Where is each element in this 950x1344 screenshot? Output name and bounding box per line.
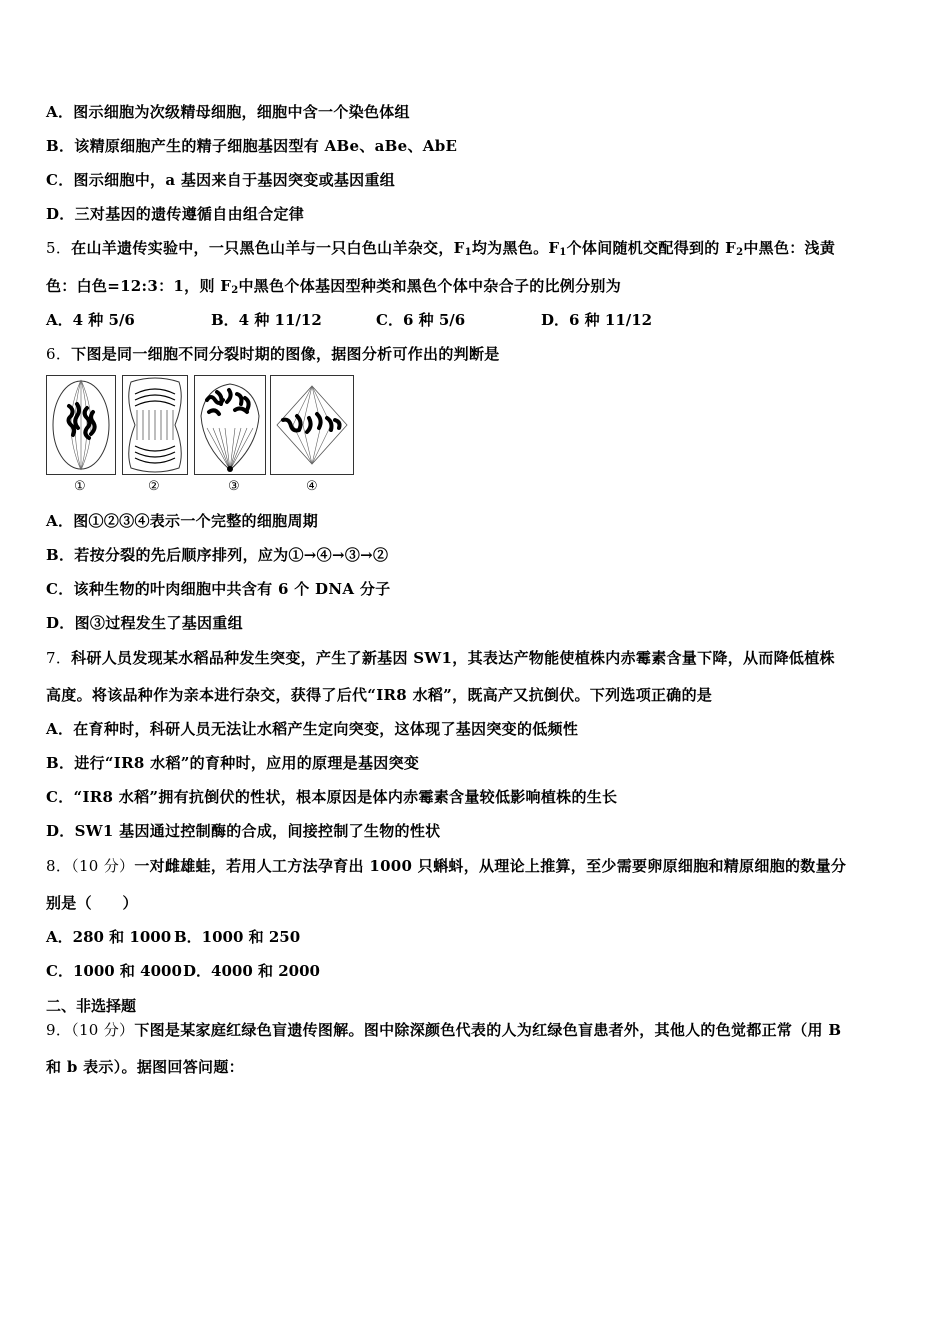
- q5-stem-line1: 5．在山羊遗传实验中，一只黑色山羊与一只白色山羊杂交，$F_1$均为黑色。$F_1$个体间随机交配得到的 $F_2$中黑色：浅黄: [46, 239, 836, 258]
- q4-option-c: C．图示细胞中，a 基因来自于基因突变或基因重组: [46, 171, 396, 189]
- q6-number: 6．: [46, 345, 72, 363]
- q5-stem-line2: 色：白色=12:3：1，则 $F_2$中黑色个体基因型种类和黑色个体中杂合子的比例分别为: [46, 277, 622, 296]
- figure-1-prophase: [46, 375, 116, 475]
- q5-number: 5．: [46, 239, 72, 257]
- figure-1-label: ①: [74, 479, 86, 494]
- q5-option-b: B．4 种 11/12: [211, 311, 322, 329]
- q9-stem-line2: 和 b 表示）。据图回答问题：: [46, 1058, 244, 1076]
- q6-option-c: C．该种生物的叶肉细胞中共含有 6 个 DNA 分子: [46, 580, 391, 598]
- q8-options-row1: [46, 927, 300, 947]
- q4-option-b: B．该精原细胞产生的精子细胞基因型有 ABe、aBe、AbE: [46, 137, 458, 155]
- q7-stem-line1: 7．科研人员发现某水稻品种发生突变，产生了新基因 SW1，其表达产物能使植株内赤霉素含量下降，从而降低植株: [46, 649, 835, 667]
- q8-options-row2: [46, 961, 320, 981]
- figure-4-label: ④: [306, 479, 318, 494]
- q8-number: 8．（10 分）: [46, 857, 135, 875]
- figure-3-label: ③: [228, 479, 240, 494]
- q9-number: 9．（10 分）: [46, 1021, 135, 1039]
- q6-stem: 6．下图是同一细胞不同分裂时期的图像，据图分析可作出的判断是: [46, 345, 500, 363]
- q6-option-d: D．图③过程发生了基因重组: [46, 614, 243, 632]
- q4-option-d: D．三对基因的遗传遵循自由组合定律: [46, 205, 305, 223]
- figure-2-telophase: [122, 375, 188, 475]
- q7-option-c: C．“IR8 水稻”拥有抗倒伏的性状，根本原因是体内赤霉素含量较低影响植株的生长: [46, 788, 618, 806]
- q6-option-b: B．若按分裂的先后顺序排列，应为①→④→③→②: [46, 546, 389, 564]
- section-heading: 二、非选择题: [46, 997, 137, 1015]
- q7-option-a: A．在育种时，科研人员无法让水稻产生定向突变，这体现了基因突变的低频性: [46, 720, 579, 738]
- q7-number: 7．: [46, 649, 72, 667]
- q5-option-c: C．6 种 5/6: [376, 311, 466, 329]
- figure-4-metaphase: [270, 375, 354, 475]
- q8-option-a: A．280 和 1000: [46, 928, 172, 946]
- q6-option-a: A．图①②③④表示一个完整的细胞周期: [46, 512, 319, 530]
- figure-2-label: ②: [148, 479, 160, 494]
- q8-stem-line2: 别是（ ）: [46, 894, 138, 912]
- q8-option-b: B．1000 和 250: [174, 928, 301, 946]
- q5-options: [46, 310, 652, 330]
- q5-option-a: A．4 种 5/6: [46, 311, 135, 329]
- q7-option-b: B．进行“IR8 水稻”的育种时，应用的原理是基因突变: [46, 754, 420, 772]
- q5-option-d: D．6 种 11/12: [541, 311, 653, 329]
- q7-option-d: D．SW1 基因通过控制酶的合成，间接控制了生物的性状: [46, 822, 441, 840]
- q4-option-a: A．图示细胞为次级精母细胞，细胞中含一个染色体组: [46, 103, 410, 121]
- q8-option-c: C．1000 和 4000: [46, 962, 182, 980]
- q9-stem-line1: 9．（10 分）下图是某家庭红绿色盲遗传图解。图中除深颜色代表的人为红绿色盲患者外，其他人的色觉都正常（用 B: [46, 1021, 842, 1039]
- q8-option-d: D．4000 和 2000: [183, 962, 320, 980]
- q7-stem-line2: 高度。将该品种作为亲本进行杂交，获得了后代“IR8 水稻”，既高产又抗倒伏。下列选项正确的是: [46, 686, 713, 704]
- figure-3-anaphase: [194, 375, 266, 475]
- q8-stem-line1: 8．（10 分）一对雌雄蛙，若用人工方法孕育出 1000 只蝌蚪，从理论上推算，至少需要卵原细胞和精原细胞的数量分: [46, 857, 847, 875]
